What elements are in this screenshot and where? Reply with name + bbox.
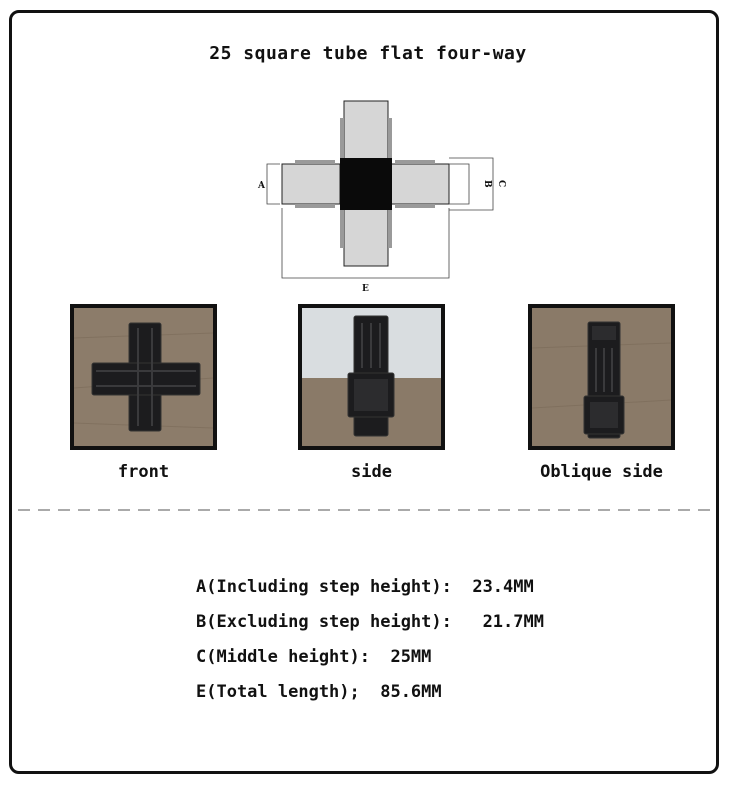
spec-c: C(Middle height): 25MM — [196, 647, 432, 667]
connector-diagram — [255, 98, 515, 298]
arm-top — [344, 101, 388, 161]
photo-front — [70, 304, 217, 450]
label-c: C — [496, 180, 506, 188]
spec-a: A(Including step height): 23.4MM — [196, 577, 534, 597]
spec-e: E(Total length); 85.6MM — [196, 682, 442, 702]
caption-side: side — [351, 462, 392, 482]
caption-front: front — [117, 462, 170, 482]
arm-right — [391, 164, 449, 204]
page-title: 25 square tube flat four-way — [209, 43, 527, 64]
arm-bottom — [344, 206, 388, 266]
photo-oblique-side — [528, 304, 675, 450]
arm-left — [282, 164, 340, 204]
label-b: B — [482, 180, 492, 188]
spec-list — [196, 576, 676, 716]
center-block — [340, 158, 392, 210]
spec-b: B(Excluding step height): 21.7MM — [196, 612, 544, 632]
photo-side — [298, 304, 445, 450]
dashed-divider — [18, 506, 718, 514]
caption-oblique-side: Oblique side — [540, 462, 663, 482]
label-a: A — [258, 181, 265, 191]
label-e: E — [362, 284, 369, 294]
